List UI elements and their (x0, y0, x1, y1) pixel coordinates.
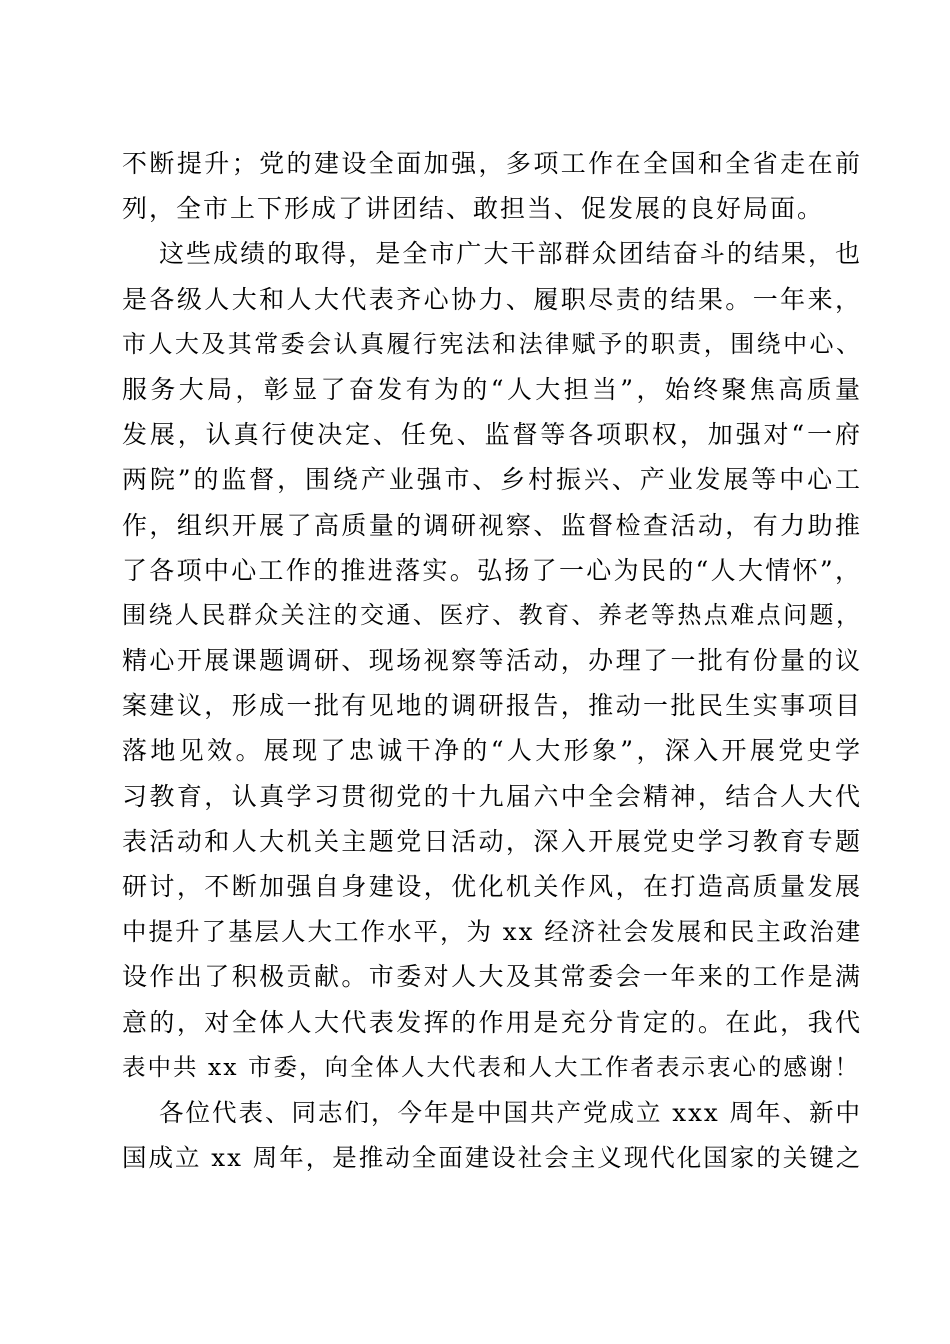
text-line: 案建议，形成一批有见地的调研报告，推动一批民生实事项目 (122, 691, 862, 721)
text-line: 发展，认真行使决定、任免、监督等各项职权，加强对“一府 (122, 420, 862, 450)
text-line: 列，全市上下形成了讲团结、敢担当、促发展的良好局面。 (122, 194, 825, 224)
body-text (122, 141, 862, 1180)
text-line: 服务大局，彰显了奋发有为的“人大担当”，始终聚焦高质量 (122, 374, 862, 404)
text-line: 中提升了基层人大工作水平，为 xx 经济社会发展和民主政治建 (122, 917, 863, 947)
text-line: 国成立 xx 周年，是推动全面建设社会主义现代化国家的关键之 (122, 1143, 863, 1173)
text-line: 研讨，不断加强自身建设，优化机关作风，在打造高质量发展 (122, 872, 862, 901)
text-line: 是各级人大和人大代表齐心协力、履职尽责的结果。一年来， (122, 284, 862, 314)
text-line: 两院”的监督，围绕产业强市、乡村振兴、产业发展等中心工 (122, 465, 862, 495)
text-line: 各位代表、同志们，今年是中国共产党成立 xxx 周年、新中 (159, 1097, 863, 1127)
text-line: 习教育，认真学习贯彻党的十九届六中全会精神，结合人大代 (122, 781, 862, 811)
text-line: 不断提升；党的建设全面加强，多项工作在全国和全省走在前 (122, 149, 862, 178)
text-line: 表活动和人大机关主题党日活动，深入开展党史学习教育专题 (122, 826, 862, 856)
text-line: 作，组织开展了高质量的调研视察、监督检查活动，有力助推 (122, 510, 862, 540)
text-line: 落地见效。展现了忠诚干净的“人大形象”，深入开展党史学 (122, 736, 862, 766)
text-line: 设作出了积极贡献。市委对人大及其常委会一年来的工作是满 (122, 962, 862, 992)
text-line: 围绕人民群众关注的交通、医疗、教育、养老等热点难点问题， (122, 600, 862, 629)
text-line: 市人大及其常委会认真履行宪法和法律赋予的职责，围绕中心、 (122, 329, 862, 358)
text-line: 意的，对全体人大代表发挥的作用是充分肯定的。在此，我代 (122, 1007, 862, 1037)
text-line: 了各项中心工作的推进落实。弘扬了一心为民的“人大情怀”， (122, 555, 862, 585)
text-line: 精心开展课题调研、现场视察等活动，办理了一批有份量的议 (122, 646, 862, 676)
text-line: 表中共 xx 市委，向全体人大代表和人大工作者表示衷心的感谢！ (122, 1052, 860, 1081)
text-line: 这些成绩的取得，是全市广大干部群众团结奋斗的结果，也 (159, 239, 862, 269)
